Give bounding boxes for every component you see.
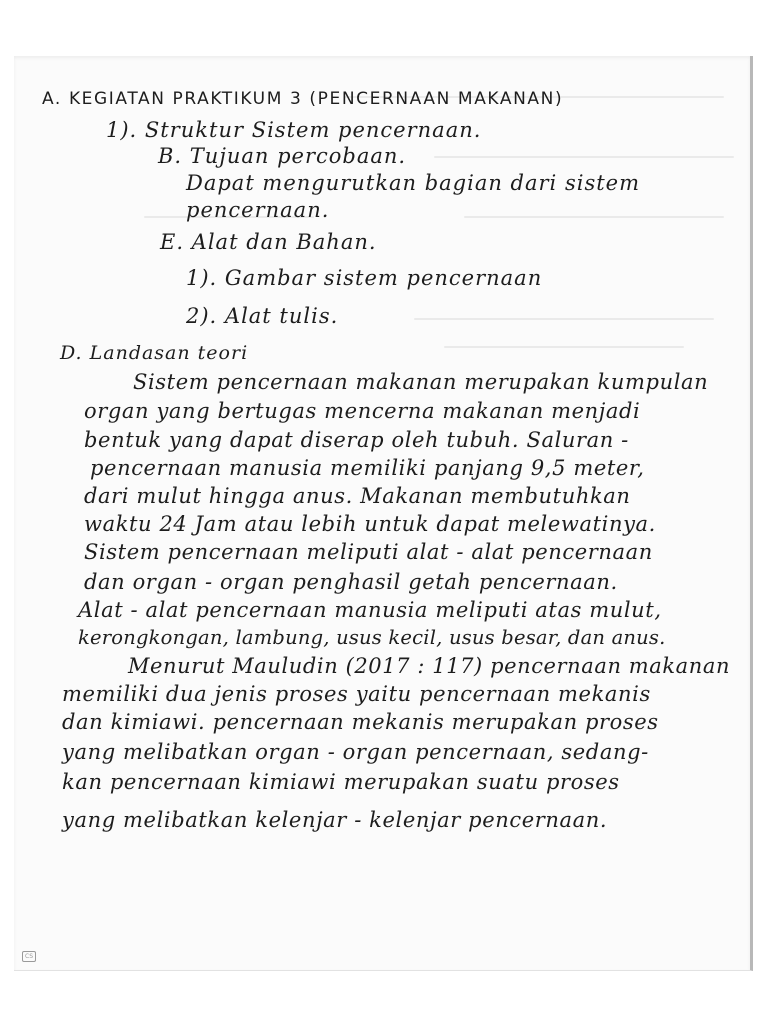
theory-paragraph-line: yang melibatkan organ - organ pencernaan, sedang- (62, 740, 649, 764)
alat-bahan-heading: E. Alat dan Bahan. (160, 230, 377, 254)
theory-paragraph-line: Alat - alat pencernaan manusia meliputi atas mulut, (78, 598, 662, 622)
tujuan-text-2: pencernaan. (186, 198, 330, 222)
tujuan-text-1: Dapat mengurutkan bagian dari sistem (186, 171, 641, 195)
theory-paragraph-line: Sistem pencernaan makanan merupakan kumpulan (133, 370, 709, 394)
theory-paragraph-line: Menurut Mauludin (2017 : 117) pencernaan makanan (128, 654, 731, 678)
theory-paragraph-line: dari mulut hingga anus. Makanan membutuhkan (84, 484, 631, 508)
theory-paragraph-line: pencernaan manusia memiliki panjang 9,5 meter, (90, 456, 645, 480)
theory-paragraph-line: bentuk yang dapat diserap oleh tubuh. Saluran - (84, 428, 629, 452)
bleed-through-mark (434, 156, 734, 158)
camscanner-logo: CS (22, 951, 36, 962)
scanner-footer (22, 951, 36, 962)
theory-paragraph-line: kan pencernaan kimiawi merupakan suatu proses (62, 770, 620, 794)
bleed-through-mark (414, 318, 714, 320)
alat-item-1: 1). Gambar sistem pencernaan (186, 266, 543, 290)
section-d-heading: D. Landasan teori (60, 342, 249, 364)
alat-item-2: 2). Alat tulis. (186, 304, 339, 328)
theory-paragraph-line: yang melibatkan kelenjar - kelenjar pencernaan. (62, 808, 608, 832)
section-a-heading: A. KEGIATAN PRAKTIKUM 3 (PENCERNAAN MAKANAN) (42, 89, 564, 109)
theory-paragraph-line: dan kimiawi. pencernaan mekanis merupakan proses (62, 710, 659, 734)
theory-paragraph-line: waktu 24 Jam atau lebih untuk dapat melewatinya. (84, 512, 656, 536)
theory-paragraph-line: kerongkongan, lambung, usus kecil, usus besar, dan anus. (78, 626, 666, 649)
theory-paragraph-line: organ yang bertugas mencerna makanan menjadi (84, 399, 641, 423)
struktur-item: 1). Struktur Sistem pencernaan. (106, 118, 482, 142)
bleed-through-mark (444, 346, 684, 348)
theory-paragraph-line: dan organ - organ penghasil getah pencernaan. (84, 570, 618, 594)
tujuan-heading: B. Tujuan percobaan. (158, 144, 407, 168)
bleed-through-mark (464, 216, 724, 218)
theory-paragraph-line: memiliki dua jenis proses yaitu pencernaan mekanis (62, 682, 651, 706)
theory-paragraph-line: Sistem pencernaan meliputi alat - alat pencernaan (84, 540, 653, 564)
